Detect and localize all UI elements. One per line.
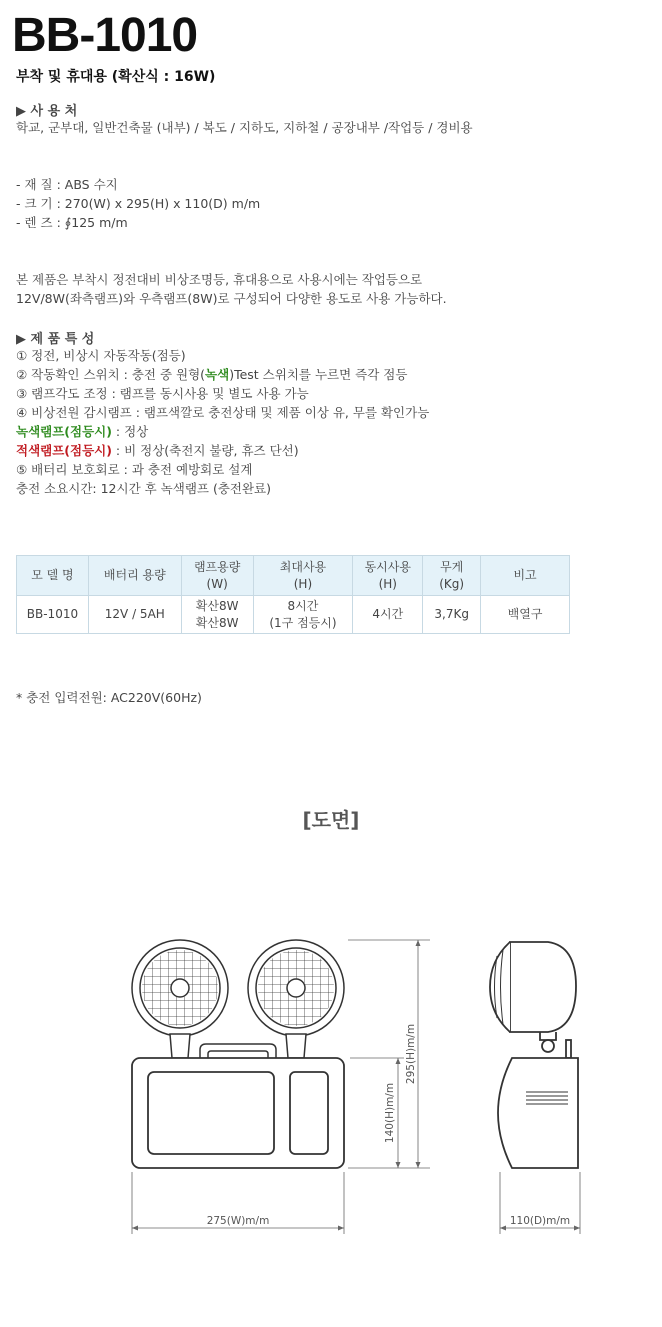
cell-note: 백열구 [481,596,570,634]
dim-width-label: 275(W)m/m [206,1215,270,1227]
red-lamp-label: 적색램프(점등시) [16,443,112,458]
red-lamp-line [16,441,299,460]
dim-height-total-label: 295(H)m/m [405,1023,417,1085]
charge-input-note: * 충전 입력전원: AC220V(60Hz) [16,690,202,705]
left-lamp-head [132,940,228,1058]
green-lamp-label: 녹색램프(점등시) [16,424,112,439]
header-max-use: 최대사용 (H) [253,556,353,596]
table-row [17,596,570,634]
header-simul-use: 동시사용 (H) [353,556,423,596]
right-lamp-head [248,940,344,1058]
feature-item-4: ④ 비상전원 감시램프 : 램프색깔로 충전상태 및 제품 이상 유, 무를 확인가능 [16,405,430,420]
cell-model: BB-1010 [17,596,89,634]
header-battery: 배터리 용량 [88,556,181,596]
feature-item-2-post: )Test 스위치를 누르면 즉각 점등 [229,367,408,382]
cell-weight: 3,7Kg [423,596,481,634]
feature-item-2 [16,365,407,384]
spec-size: - 크 기 : 270(W) x 295(H) x 110(D) m/m [16,196,261,211]
cell-lamp: 확산8W 확산8W [181,596,253,634]
description-line-1: 본 제품은 부착시 정전대비 비상조명등, 휴대용으로 사용시에는 작업등으로 [16,272,423,287]
feature-item-1: ① 정전, 비상시 자동작동(점등) [16,348,186,363]
side-view [490,942,578,1168]
description-line-2: 12V/8W(좌측램프)와 우측램프(8W)로 구성되어 다양한 용도로 사용 가능하다. [16,291,447,306]
cell-battery: 12V / 5AH [88,596,181,634]
dim-depth-label: 110(D)m/m [509,1215,571,1227]
usage-text: 학교, 군부대, 일반건축물 (내부) / 복도 / 지하도, 지하철 / 공장내부 /작업등 / 경비용 [16,120,473,135]
drawing-title: [도면] [302,808,360,832]
header-lamp: 램프용량 (W) [181,556,253,596]
feature-item-3: ③ 램프각도 조정 : 램프를 동시사용 및 별도 사용 가능 [16,386,309,401]
green-lamp-line [16,422,148,441]
header-note: 비고 [481,556,570,596]
header-model: 모 델 명 [17,556,89,596]
feature-item-2-pre: ② 작동확인 스위치 : 충전 중 원형( [16,367,206,382]
dim-height-body-label: 140(H)m/m [384,1082,396,1144]
carry-handle [200,1044,276,1058]
green-lamp-text: : 정상 [111,424,149,439]
feature-item-2-green: 녹색 [205,367,230,382]
header-weight: 무게 (Kg) [423,556,481,596]
spec-material: - 재 질 : ABS 수지 [16,177,118,192]
features-heading: ▶ 제 품 특 성 [16,332,95,347]
body-front [132,1058,344,1168]
technical-drawing [0,920,662,1240]
feature-item-5: ⑤ 배터리 보호회로 : 과 충전 예방회로 설계 [16,462,253,477]
cell-simul-use: 4시간 [353,596,423,634]
charge-time: 충전 소요시간: 12시간 후 녹색램프 (충전완료) [16,481,272,496]
spec-table-header-row [17,556,570,596]
model-title: BB-1010 [12,9,198,62]
product-subtitle: 부착 및 휴대용 (확산식 : 16W) [16,69,216,85]
spec-table [16,555,570,634]
spec-lens: - 렌 즈 : ∮125 m/m [16,215,128,230]
red-lamp-text: : 비 정상(축전지 불량, 휴즈 단선) [111,443,299,458]
usage-heading: ▶ 사 용 처 [16,104,78,119]
cell-max-use: 8시간 (1구 점등시) [253,596,353,634]
